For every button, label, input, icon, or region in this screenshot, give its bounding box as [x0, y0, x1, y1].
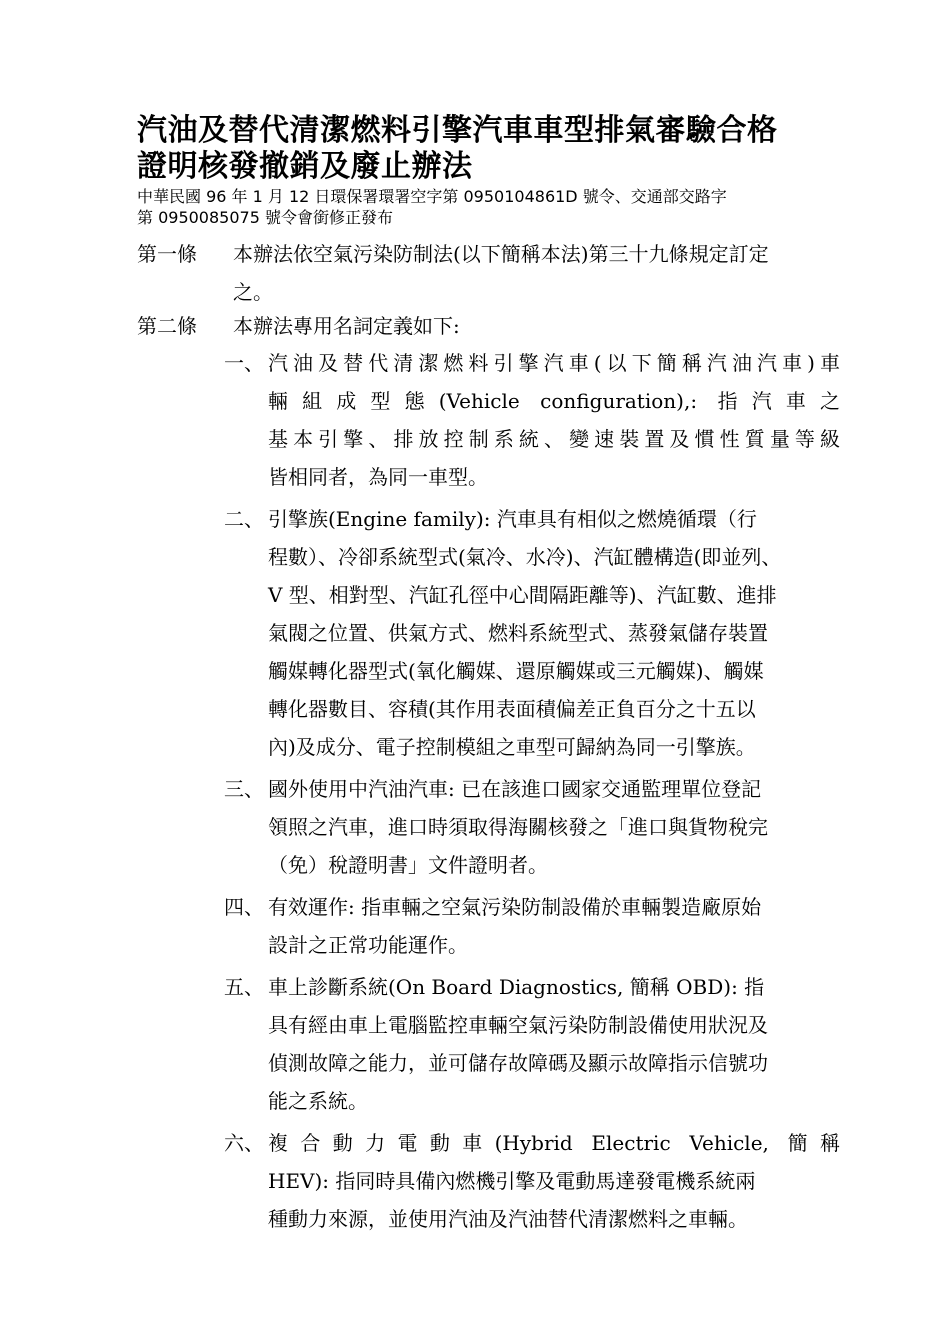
article-line: 之。	[233, 280, 273, 304]
title-line: 證明核發撤銷及廢止辦法	[137, 149, 473, 184]
item-line: 設計之正常功能運作。	[268, 933, 468, 957]
item-marker: 四、	[224, 895, 264, 919]
item-line: 複合動力電動車(Hybrid Electric Vehicle, 簡稱	[268, 1131, 840, 1155]
article-body	[233, 307, 837, 345]
article-line: 本辦法專用名詞定義如下:	[233, 314, 460, 338]
item-marker: 一、	[224, 351, 264, 375]
item-line: 領照之汽車，進口時須取得海關核發之「進口與貨物稅完	[268, 815, 768, 839]
item-marker: 二、	[224, 507, 264, 531]
item-line: 能之系統。	[268, 1089, 368, 1113]
item-line: （免）稅證明書」文件證明者。	[268, 853, 548, 877]
article-line: 本辦法依空氣污染防制法(以下簡稱本法)第三十九條規定訂定	[233, 242, 769, 266]
article-1	[137, 235, 837, 311]
item-line: 程數）、冷卻系統型式(氣冷、水冷)、汽缸體構造(即並列、	[268, 545, 782, 569]
title-line: 汽油及替代清潔燃料引擎汽車車型排氣審驗合格	[137, 113, 778, 148]
item-line: 汽油及替代清潔燃料引擎汽車(以下簡稱汽油汽車)車	[268, 351, 840, 375]
promulgation-line: 第 0950085075 號令會銜修正發布	[137, 208, 393, 227]
item-line: 轉化器數目、容積(其作用表面積偏差正負百分之十五以	[268, 697, 756, 721]
item-line: 偵測故障之能力，並可儲存故障碼及顯示故障指示信號功	[268, 1051, 768, 1075]
item-line: 基本引擎、排放控制系統、變速裝置及慣性質量等級	[268, 427, 840, 451]
item-line: V 型、相對型、汽缸孔徑中心間隔距離等)、汽缸數、進排	[268, 583, 777, 607]
definition-item	[224, 1124, 840, 1238]
item-line: 有效運作: 指車輛之空氣污染防制設備於車輛製造廠原始	[268, 895, 762, 919]
item-marker: 三、	[224, 777, 264, 801]
item-marker: 六、	[224, 1131, 264, 1155]
article-2	[137, 307, 837, 345]
definition-item	[224, 770, 840, 884]
definition-list	[224, 344, 840, 1238]
item-line: 輛組成型態(Vehicle configuration),: 指汽車之	[268, 389, 840, 413]
promulgation-line: 中華民國 96 年 1 月 12 日環保署環署空字第 0950104861D 號令、交通部交路字	[137, 187, 727, 206]
article-number: 第二條	[137, 314, 197, 338]
promulgation-note	[137, 186, 857, 228]
item-line: 種動力來源，並使用汽油及汽油替代清潔燃料之車輛。	[268, 1207, 748, 1231]
item-line: 引擎族(Engine family): 汽車具有相似之燃燒循環（行	[268, 507, 757, 531]
item-line: 具有經由車上電腦監控車輛空氣污染防制設備使用狀況及	[268, 1013, 768, 1037]
definition-item	[224, 888, 840, 964]
article-number: 第一條	[137, 242, 197, 266]
definition-item	[224, 500, 840, 766]
definition-item	[224, 968, 840, 1120]
item-line: 氣閥之位置、供氣方式、燃料系統型式、蒸發氣儲存裝置	[268, 621, 768, 645]
item-line: 皆相同者，為同一車型。	[268, 465, 488, 489]
item-line: 內)及成分、電子控制模組之車型可歸納為同一引擎族。	[268, 735, 756, 759]
item-line: HEV): 指同時具備內燃機引擎及電動馬達發電機系統兩	[268, 1169, 756, 1193]
item-marker: 五、	[224, 975, 264, 999]
item-line: 觸媒轉化器型式(氧化觸媒、還原觸媒或三元觸媒)、觸媒	[268, 659, 764, 683]
item-line: 車上診斷系統(On Board Diagnostics, 簡稱 OBD): 指	[268, 975, 765, 999]
definition-item	[224, 344, 840, 496]
document-title	[137, 113, 857, 185]
item-line: 國外使用中汽油汽車: 已在該進口國家交通監理單位登記	[268, 777, 762, 801]
article-body	[233, 235, 837, 311]
